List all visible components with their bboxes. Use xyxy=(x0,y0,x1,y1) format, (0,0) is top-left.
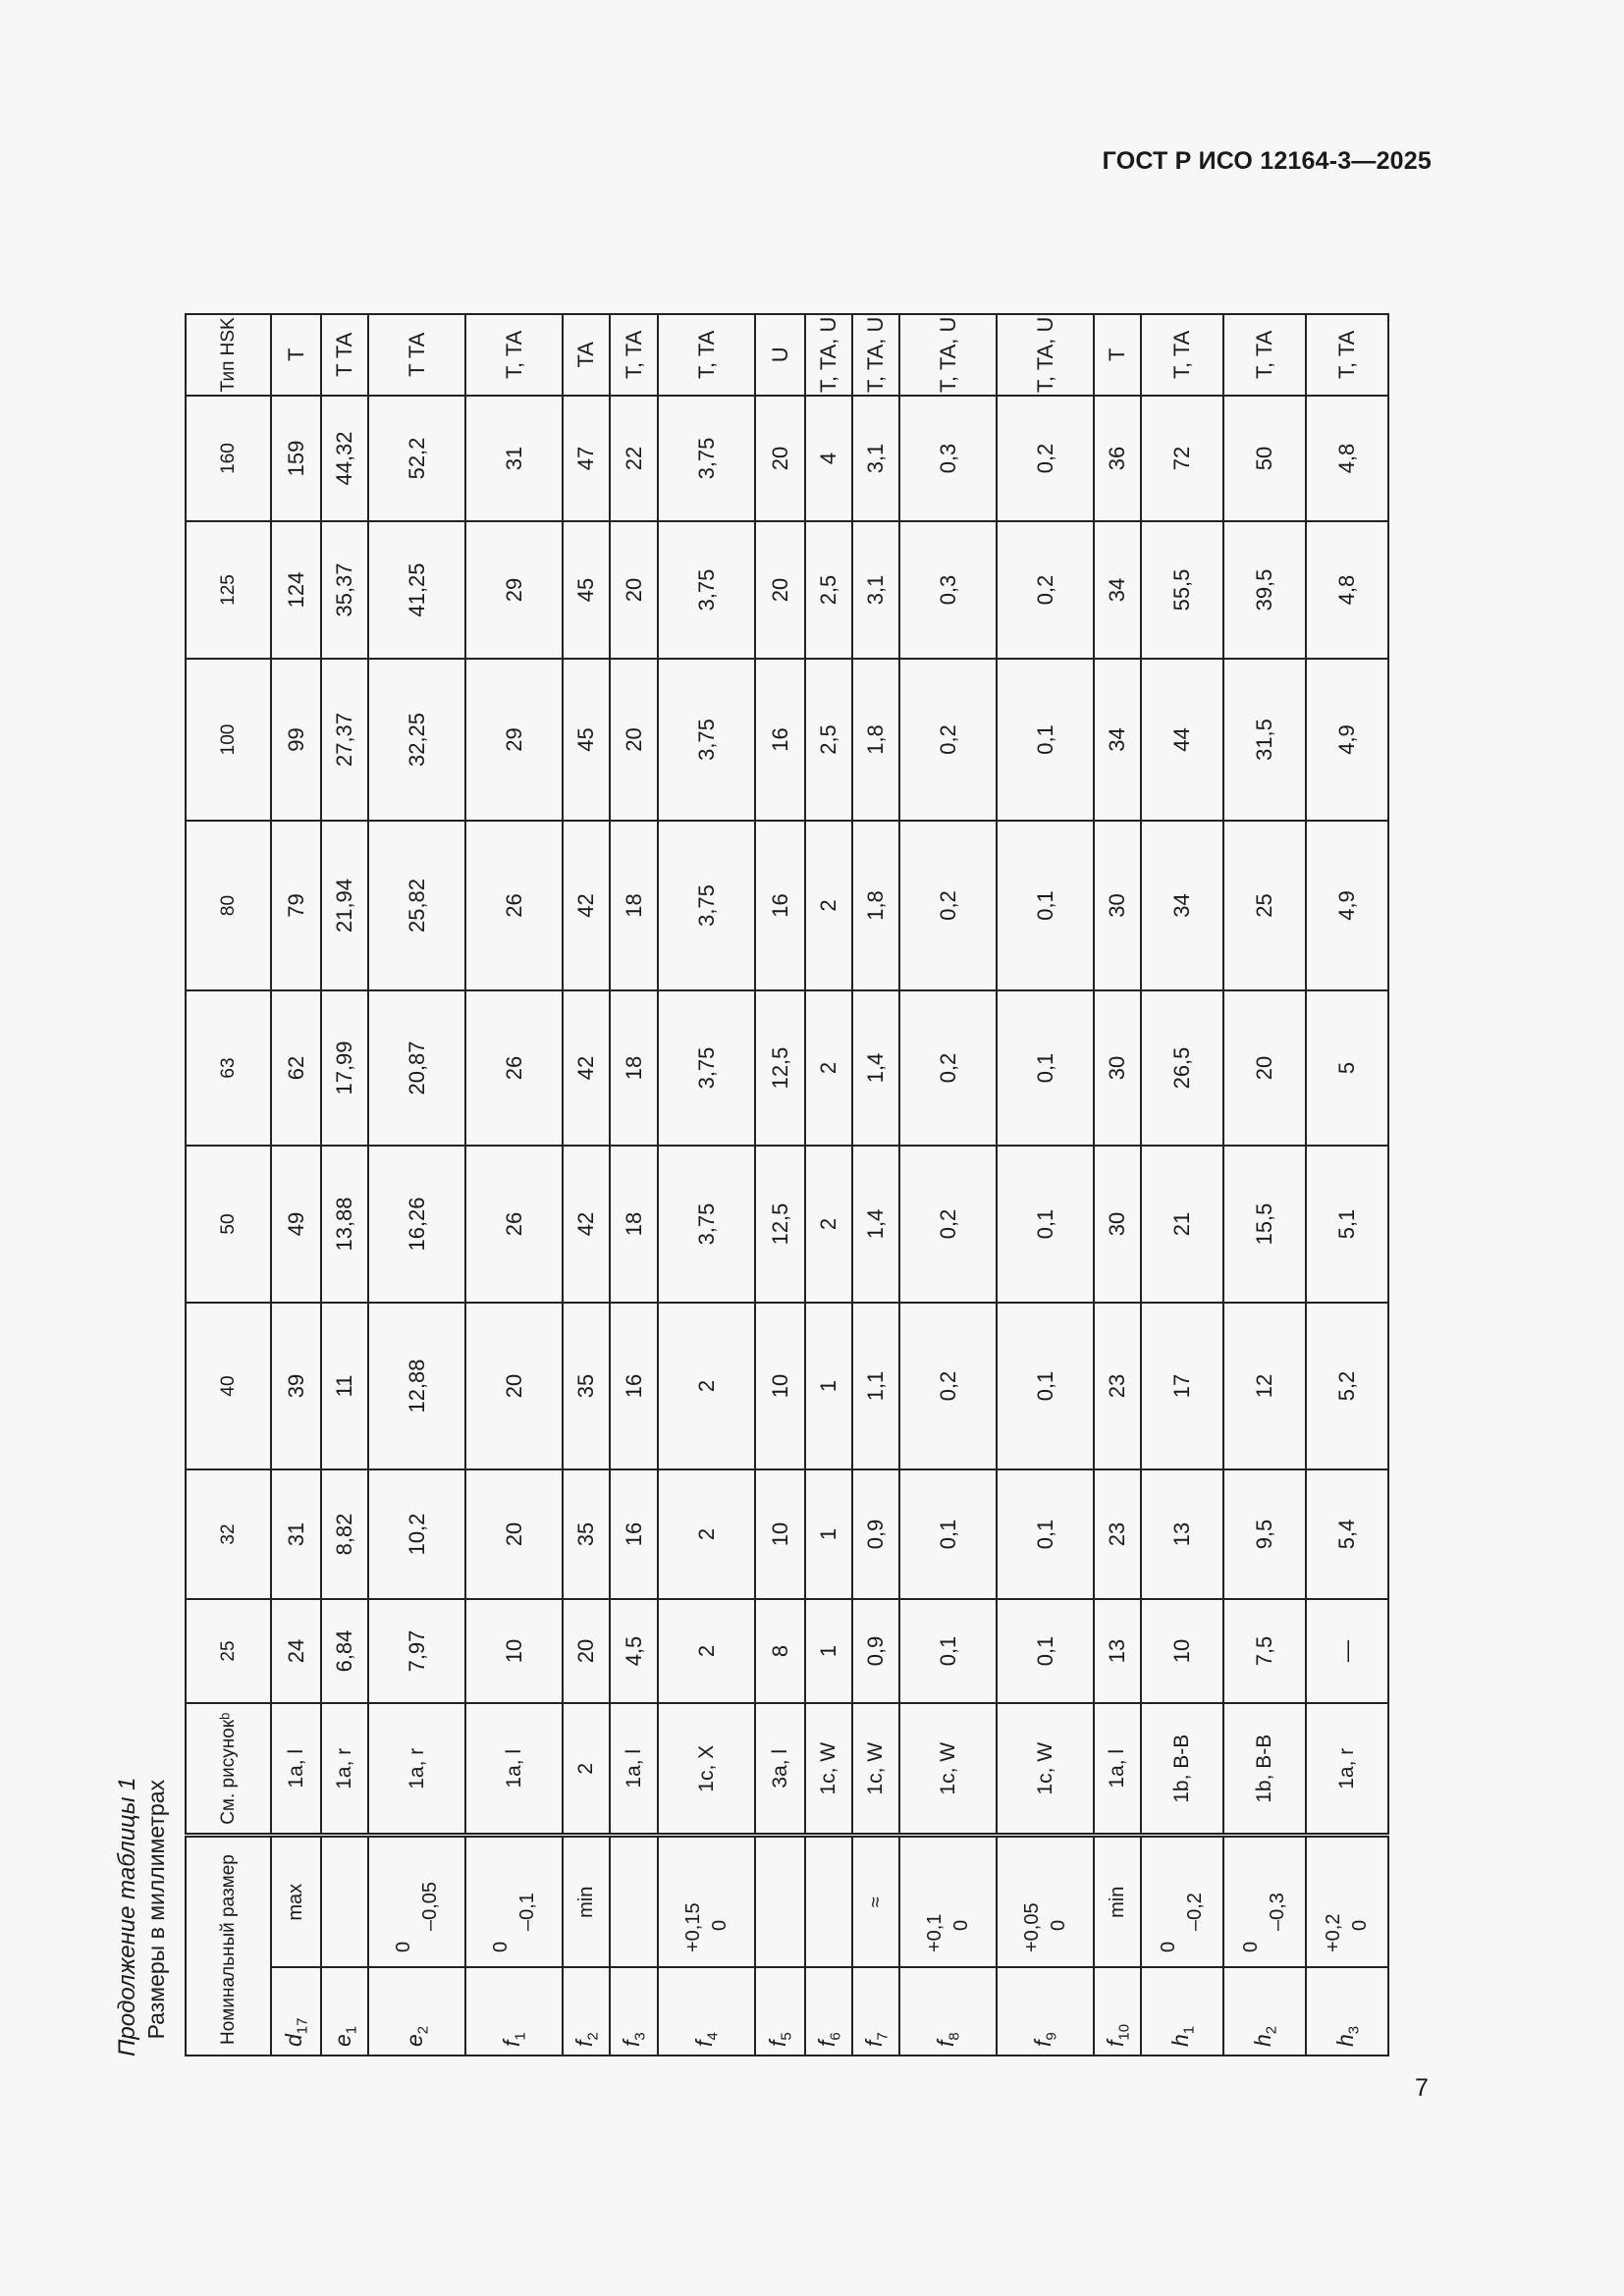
value-cell: 4,8 xyxy=(1306,396,1388,521)
tolerance-cell xyxy=(997,1836,1094,1967)
dimensions-table xyxy=(185,313,1389,2056)
value-cell: 0,3 xyxy=(899,521,997,659)
value-cell: 2,5 xyxy=(805,521,852,659)
value-cell: 10,2 xyxy=(368,1469,465,1599)
value-cell: 5,2 xyxy=(1306,1303,1388,1469)
value-cell: 1,8 xyxy=(852,821,899,990)
tolerance-value: min xyxy=(1106,1886,1128,1918)
value-cell: 2 xyxy=(658,1303,755,1469)
tolerance-value: 0 xyxy=(949,1919,972,1931)
tolerance-value: 0 xyxy=(1240,1941,1262,1952)
value-cell: 29 xyxy=(465,521,563,659)
value-cell: 0,2 xyxy=(997,396,1094,521)
table-row xyxy=(465,314,563,2056)
value-cell: 34 xyxy=(1094,521,1141,659)
value-cell: 0,1 xyxy=(997,821,1094,990)
nominal-size-header: Номинальный размер xyxy=(186,1836,271,2056)
value-cell: 3,75 xyxy=(658,1146,755,1303)
value-cell: 2 xyxy=(805,821,852,990)
value-cell: 3,75 xyxy=(658,659,755,821)
hsk-type-cell: T, TA xyxy=(1223,314,1306,396)
value-cell: 26,5 xyxy=(1141,990,1223,1146)
table-row xyxy=(805,314,852,2056)
value-cell: 20 xyxy=(755,396,805,521)
value-cell: 35 xyxy=(563,1469,610,1599)
value-cell: 35,37 xyxy=(321,521,368,659)
value-cell: 5,1 xyxy=(1306,1146,1388,1303)
figure-ref: 1a, l xyxy=(465,1703,563,1836)
value-cell: 2,5 xyxy=(805,659,852,821)
dimension-symbol: $f_3$ xyxy=(610,1967,658,2056)
value-cell: 0,1 xyxy=(997,659,1094,821)
size-header: 50 xyxy=(186,1146,271,1303)
value-cell: 72 xyxy=(1141,396,1223,521)
value-cell: 3,1 xyxy=(852,396,899,521)
tolerance-cell xyxy=(321,1836,368,1967)
value-cell: 5,4 xyxy=(1306,1469,1388,1599)
value-cell: 24 xyxy=(271,1599,321,1703)
value-cell: 0,9 xyxy=(852,1469,899,1599)
value-cell: 13 xyxy=(1094,1599,1141,1703)
value-cell: 23 xyxy=(1094,1303,1141,1469)
value-cell: 0,1 xyxy=(997,1303,1094,1469)
value-cell: 12 xyxy=(1223,1303,1306,1469)
tolerance-cell xyxy=(368,1836,465,1967)
value-cell: 3,75 xyxy=(658,990,755,1146)
dimension-symbol: $f_7$ xyxy=(852,1967,899,2056)
value-cell: 1 xyxy=(805,1599,852,1703)
size-header: 100 xyxy=(186,659,271,821)
value-cell: 18 xyxy=(610,990,658,1146)
tolerance-cell xyxy=(658,1836,755,1967)
value-cell: 35 xyxy=(563,1303,610,1469)
value-cell: 29 xyxy=(465,659,563,821)
value-cell: 1 xyxy=(805,1303,852,1469)
dimension-symbol: $e_1$ xyxy=(321,1967,368,2056)
hsk-type-cell: TA xyxy=(563,314,610,396)
units-note: Размеры в миллиметрах xyxy=(143,1780,169,2040)
value-cell: 159 xyxy=(271,396,321,521)
figure-ref: 1c, W xyxy=(805,1703,852,1836)
value-cell: 20 xyxy=(563,1599,610,1703)
hsk-type-cell: T, TA xyxy=(1306,314,1388,396)
tolerance-value: –0,3 xyxy=(1267,1893,1288,1931)
figure-ref: 1a, r xyxy=(1306,1703,1388,1836)
document-id-header: ГОСТ Р ИСО 12164-3—2025 xyxy=(1102,147,1432,175)
value-cell: 0,2 xyxy=(899,990,997,1146)
size-header: 25 xyxy=(186,1599,271,1703)
value-cell: 0,1 xyxy=(899,1599,997,1703)
value-cell: 3,1 xyxy=(852,521,899,659)
value-cell: 44 xyxy=(1141,659,1223,821)
value-cell: 17,99 xyxy=(321,990,368,1146)
value-cell: 26 xyxy=(465,990,563,1146)
table-row xyxy=(368,314,465,2056)
value-cell: 10 xyxy=(755,1303,805,1469)
value-cell: 21,94 xyxy=(321,821,368,990)
value-cell: 34 xyxy=(1141,821,1223,990)
table-row xyxy=(1094,314,1141,2056)
value-cell: 30 xyxy=(1094,821,1141,990)
hsk-type-cell: T, TA xyxy=(1141,314,1223,396)
figure-ref: 2 xyxy=(563,1703,610,1836)
value-cell: 52,2 xyxy=(368,396,465,521)
value-cell: 15,5 xyxy=(1223,1146,1306,1303)
hsk-type-cell: T, TA, U xyxy=(805,314,852,396)
value-cell: 20,87 xyxy=(368,990,465,1146)
value-cell: 12,5 xyxy=(755,990,805,1146)
value-cell: 0,3 xyxy=(899,396,997,521)
value-cell: 99 xyxy=(271,659,321,821)
value-cell: 25,82 xyxy=(368,821,465,990)
tolerance-value: ≈ xyxy=(864,1896,887,1908)
value-cell: 42 xyxy=(563,821,610,990)
hsk-type-cell: T TA xyxy=(321,314,368,396)
value-cell: 0,2 xyxy=(899,821,997,990)
tolerance-value: 0 xyxy=(1047,1919,1069,1931)
figure-ref: 1b, B-B xyxy=(1141,1703,1223,1836)
value-cell: 45 xyxy=(563,659,610,821)
value-cell: 22 xyxy=(610,396,658,521)
value-cell: 3,75 xyxy=(658,396,755,521)
figure-ref: 1a, l xyxy=(271,1703,321,1836)
figure-ref-header: См. рисунокᵇ xyxy=(186,1703,271,1836)
value-cell: 50 xyxy=(1223,396,1306,521)
value-cell: 124 xyxy=(271,521,321,659)
value-cell: 2 xyxy=(658,1599,755,1703)
hsk-type-cell: T xyxy=(1094,314,1141,396)
figure-ref: 1c, W xyxy=(899,1703,997,1836)
size-header: 125 xyxy=(186,521,271,659)
dimension-symbol: $f_6$ xyxy=(805,1967,852,2056)
tolerance-value: 0 xyxy=(1349,1919,1371,1931)
figure-ref: 1a, r xyxy=(321,1703,368,1836)
tolerance-value: max xyxy=(285,1883,306,1921)
value-cell: 18 xyxy=(610,821,658,990)
value-cell: 25 xyxy=(1223,821,1306,990)
hsk-type-cell: T, TA xyxy=(465,314,563,396)
value-cell: 31,5 xyxy=(1223,659,1306,821)
tolerance-cell xyxy=(610,1836,658,1967)
tolerance-cell xyxy=(563,1836,610,1967)
value-cell: 42 xyxy=(563,990,610,1146)
value-cell: 49 xyxy=(271,1146,321,1303)
value-cell: 21 xyxy=(1141,1146,1223,1303)
hsk-type-header: Тип HSK xyxy=(186,314,271,396)
value-cell: 4 xyxy=(805,396,852,521)
table-row xyxy=(610,314,658,2056)
size-header: 80 xyxy=(186,821,271,990)
tolerance-cell xyxy=(1223,1836,1306,1967)
value-cell: 47 xyxy=(563,396,610,521)
tolerance-cell xyxy=(805,1836,852,1967)
value-cell: 23 xyxy=(1094,1469,1141,1599)
value-cell: 17 xyxy=(1141,1303,1223,1469)
value-cell: 0,2 xyxy=(899,1303,997,1469)
tolerance-cell xyxy=(852,1836,899,1967)
table-caption: Продолжение таблицы 1 xyxy=(114,1777,140,2056)
hsk-type-cell: T, TA xyxy=(610,314,658,396)
tolerance-value: +0,05 xyxy=(1020,1902,1043,1952)
tolerance-value: –0,05 xyxy=(418,1881,441,1931)
table-row xyxy=(321,314,368,2056)
dimension-symbol: $d_{17}$ xyxy=(271,1967,321,2056)
table-row xyxy=(997,314,1094,2056)
value-cell: 16 xyxy=(755,659,805,821)
value-cell: 18 xyxy=(610,1146,658,1303)
value-cell: 1,4 xyxy=(852,990,899,1146)
value-cell: 2 xyxy=(805,1146,852,1303)
dimension-symbol: $f_9$ xyxy=(997,1967,1094,2056)
value-cell: 44,32 xyxy=(321,396,368,521)
value-cell: 16 xyxy=(755,821,805,990)
value-cell: — xyxy=(1306,1599,1388,1703)
dimension-symbol: $f_1$ xyxy=(465,1967,563,2056)
dimension-symbol: $f_5$ xyxy=(755,1967,805,2056)
dimension-symbol: $f_4$ xyxy=(658,1967,755,2056)
tolerance-cell xyxy=(1141,1836,1223,1967)
table-row xyxy=(899,314,997,2056)
table-header-row xyxy=(186,314,271,2056)
value-cell: 20 xyxy=(755,521,805,659)
tolerance-value: +0,1 xyxy=(923,1913,946,1952)
value-cell: 10 xyxy=(1141,1599,1223,1703)
value-cell: 10 xyxy=(465,1599,563,1703)
hsk-type-cell: U xyxy=(755,314,805,396)
value-cell: 1,4 xyxy=(852,1146,899,1303)
dimension-symbol: $h_1$ xyxy=(1141,1967,1223,2056)
value-cell: 30 xyxy=(1094,1146,1141,1303)
value-cell: 10 xyxy=(755,1469,805,1599)
value-cell: 34 xyxy=(1094,659,1141,821)
value-cell: 1,8 xyxy=(852,659,899,821)
value-cell: 0,9 xyxy=(852,1599,899,1703)
value-cell: 27,37 xyxy=(321,659,368,821)
figure-ref: 1c, X xyxy=(658,1703,755,1836)
value-cell: 4,5 xyxy=(610,1599,658,1703)
value-cell: 39 xyxy=(271,1303,321,1469)
tolerance-value: –0,1 xyxy=(515,1893,538,1931)
dimension-symbol: $f_2$ xyxy=(563,1967,610,2056)
value-cell: 36 xyxy=(1094,396,1141,521)
page-number: 7 xyxy=(1415,2074,1429,2102)
hsk-type-cell: T xyxy=(271,314,321,396)
value-cell: 4,9 xyxy=(1306,659,1388,821)
value-cell: 5 xyxy=(1306,990,1388,1146)
value-cell: 0,2 xyxy=(899,1146,997,1303)
tolerance-value: 0 xyxy=(1158,1941,1179,1952)
value-cell: 62 xyxy=(271,990,321,1146)
value-cell: 0,1 xyxy=(997,1599,1094,1703)
value-cell: 16 xyxy=(610,1469,658,1599)
value-cell: 55,5 xyxy=(1141,521,1223,659)
value-cell: 16 xyxy=(610,1303,658,1469)
tolerance-cell xyxy=(271,1836,321,1967)
figure-ref: 1a, l xyxy=(610,1703,658,1836)
value-cell: 12,5 xyxy=(755,1146,805,1303)
tolerance-value: min xyxy=(574,1886,597,1918)
table-row xyxy=(271,314,321,2056)
value-cell: 20 xyxy=(1223,990,1306,1146)
value-cell: 39,5 xyxy=(1223,521,1306,659)
value-cell: 0,1 xyxy=(997,1469,1094,1599)
value-cell: 26 xyxy=(465,1146,563,1303)
value-cell: 30 xyxy=(1094,990,1141,1146)
table-row xyxy=(658,314,755,2056)
table-row xyxy=(563,314,610,2056)
figure-ref: 1c, W xyxy=(852,1703,899,1836)
hsk-type-cell: T, TA xyxy=(658,314,755,396)
figure-ref: 1c, W xyxy=(997,1703,1094,1836)
tolerance-cell xyxy=(755,1836,805,1967)
value-cell: 2 xyxy=(805,990,852,1146)
value-cell: 0,2 xyxy=(899,659,997,821)
value-cell: 8,82 xyxy=(321,1469,368,1599)
tolerance-value: 0 xyxy=(708,1919,731,1931)
value-cell: 13,88 xyxy=(321,1146,368,1303)
size-header: 160 xyxy=(186,396,271,521)
value-cell: 0,1 xyxy=(997,990,1094,1146)
value-cell: 8 xyxy=(755,1599,805,1703)
value-cell: 42 xyxy=(563,1146,610,1303)
value-cell: 7,5 xyxy=(1223,1599,1306,1703)
table-row xyxy=(1141,314,1223,2056)
figure-ref: 1b, B-B xyxy=(1223,1703,1306,1836)
value-cell: 4,9 xyxy=(1306,821,1388,990)
value-cell: 31 xyxy=(271,1469,321,1599)
figure-ref: 1a, l xyxy=(1094,1703,1141,1836)
value-cell: 16,26 xyxy=(368,1146,465,1303)
value-cell: 9,5 xyxy=(1223,1469,1306,1599)
value-cell: 20 xyxy=(610,659,658,821)
hsk-type-cell: T TA xyxy=(368,314,465,396)
value-cell: 2 xyxy=(658,1469,755,1599)
value-cell: 7,97 xyxy=(368,1599,465,1703)
value-cell: 3,75 xyxy=(658,821,755,990)
tolerance-value: –0,2 xyxy=(1184,1893,1206,1931)
dimension-symbol: $h_3$ xyxy=(1306,1967,1388,2056)
table-row xyxy=(755,314,805,2056)
value-cell: 13 xyxy=(1141,1469,1223,1599)
value-cell: 12,88 xyxy=(368,1303,465,1469)
figure-ref: 1a, r xyxy=(368,1703,465,1836)
value-cell: 31 xyxy=(465,396,563,521)
value-cell: 32,25 xyxy=(368,659,465,821)
tolerance-value: +0,15 xyxy=(681,1902,704,1952)
value-cell: 0,1 xyxy=(899,1469,997,1599)
tolerance-value: +0,2 xyxy=(1323,1913,1344,1952)
value-cell: 1,1 xyxy=(852,1303,899,1469)
figure-ref: 3a, l xyxy=(755,1703,805,1836)
value-cell: 79 xyxy=(271,821,321,990)
value-cell: 11 xyxy=(321,1303,368,1469)
tolerance-value: 0 xyxy=(392,1941,414,1952)
dimension-symbol: $f_{10}$ xyxy=(1094,1967,1141,2056)
value-cell: 20 xyxy=(465,1303,563,1469)
size-header: 32 xyxy=(186,1469,271,1599)
tolerance-cell xyxy=(1094,1836,1141,1967)
dimension-symbol: $f_8$ xyxy=(899,1967,997,2056)
value-cell: 20 xyxy=(610,521,658,659)
hsk-type-cell: T, TA, U xyxy=(997,314,1094,396)
value-cell: 6,84 xyxy=(321,1599,368,1703)
table-row xyxy=(1306,314,1388,2056)
value-cell: 4,8 xyxy=(1306,521,1388,659)
value-cell: 0,2 xyxy=(997,521,1094,659)
size-header: 40 xyxy=(186,1303,271,1469)
value-cell: 3,75 xyxy=(658,521,755,659)
tolerance-cell xyxy=(1306,1836,1388,1967)
hsk-type-cell: T, TA, U xyxy=(899,314,997,396)
table-row xyxy=(852,314,899,2056)
dimension-symbol: $e_2$ xyxy=(368,1967,465,2056)
dimension-symbol: $h_2$ xyxy=(1223,1967,1306,2056)
tolerance-cell xyxy=(465,1836,563,1967)
value-cell: 41,25 xyxy=(368,521,465,659)
tolerance-cell xyxy=(899,1836,997,1967)
table-row xyxy=(1223,314,1306,2056)
size-header: 63 xyxy=(186,990,271,1146)
value-cell: 26 xyxy=(465,821,563,990)
value-cell: 0,1 xyxy=(997,1146,1094,1303)
value-cell: 45 xyxy=(563,521,610,659)
value-cell: 1 xyxy=(805,1469,852,1599)
hsk-type-cell: T, TA, U xyxy=(852,314,899,396)
tolerance-value: 0 xyxy=(489,1941,512,1952)
value-cell: 20 xyxy=(465,1469,563,1599)
